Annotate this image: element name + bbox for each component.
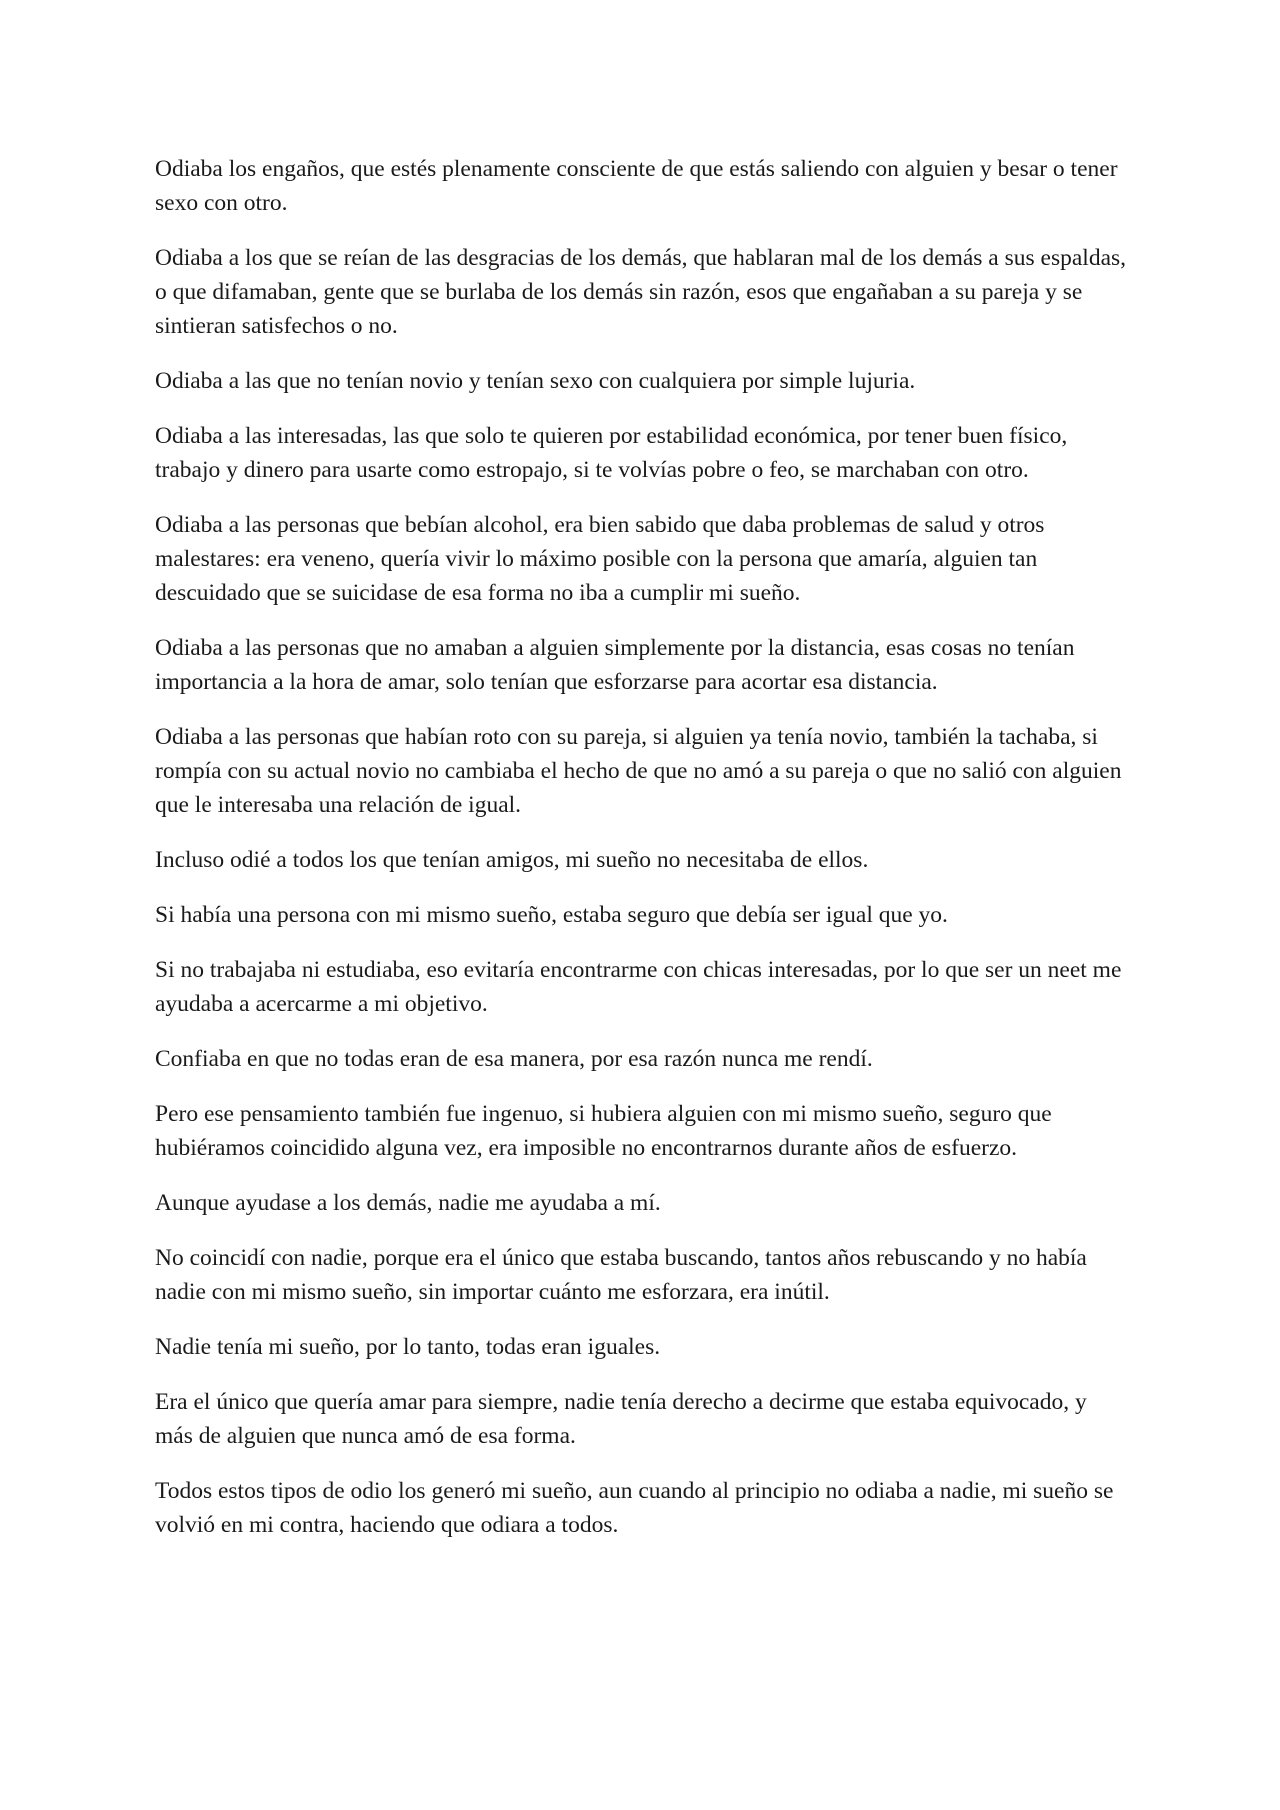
paragraph-9: Si había una persona con mi mismo sueño, estaba seguro que debía ser igual que yo.	[155, 902, 948, 928]
document-body	[155, 152, 1130, 1563]
paragraph-3: Odiaba a las que no tenían novio y tenían sexo con cualquiera por simple lujuria.	[155, 368, 916, 394]
paragraph-16: Era el único que quería amar para siempre, nadie tenía derecho a decirme que estaba equivocado, y más de alguien que nunca amó de esa forma.	[155, 1389, 1087, 1449]
paragraph-14: No coincidí con nadie, porque era el único que estaba buscando, tantos años rebuscando y no había nadie con mi mismo sueño, sin importar cuánto me esforzara, era inútil.	[155, 1245, 1087, 1305]
paragraph-13: Aunque ayudase a los demás, nadie me ayudaba a mí.	[155, 1190, 661, 1216]
paragraph-2: Odiaba a los que se reían de las desgracias de los demás, que hablaran mal de los demás a sus espaldas, o que difamaban, gente que se burlaba de los demás sin razón, esos que engañaban a su pareja y se sintieran satisfechos o no.	[155, 245, 1127, 339]
paragraph-10: Si no trabajaba ni estudiaba, eso evitaría encontrarme con chicas interesadas, por lo que ser un neet me ayudaba a acercarme a mi objetivo.	[155, 957, 1122, 1017]
paragraph-12: Pero ese pensamiento también fue ingenuo, si hubiera alguien con mi mismo sueño, seguro que hubiéramos coincidido alguna vez, era imposible no encontrarnos durante años de esfuerzo.	[155, 1101, 1052, 1161]
paragraph-1: Odiaba los engaños, que estés plenamente consciente de que estás saliendo con alguien y besar o tener sexo con otro.	[155, 156, 1118, 216]
paragraph-8: Incluso odié a todos los que tenían amigos, mi sueño no necesitaba de ellos.	[155, 847, 869, 873]
paragraph-11: Confiaba en que no todas eran de esa manera, por esa razón nunca me rendí.	[155, 1046, 873, 1072]
paragraph-6: Odiaba a las personas que no amaban a alguien simplemente por la distancia, esas cosas no tenían importancia a la hora de amar, solo tenían que esforzarse para acortar esa distancia.	[155, 635, 1075, 695]
paragraph-7: Odiaba a las personas que habían roto con su pareja, si alguien ya tenía novio, también la tachaba, si rompía con su actual novio no cambiaba el hecho de que no amó a su pareja o que no salió con alguien que le interesaba una relación de igual.	[155, 724, 1122, 818]
paragraph-5: Odiaba a las personas que bebían alcohol, era bien sabido que daba problemas de salud y otros malestares: era veneno, quería vivir lo máximo posible con la persona que amaría, alguien tan descuidado que se suicidase de esa forma no iba a cumplir mi sueño.	[155, 512, 1045, 606]
paragraph-4: Odiaba a las interesadas, las que solo te quieren por estabilidad económica, por tener buen físico, trabajo y dinero para usarte como estropajo, si te volvías pobre o feo, se marchaban con otro.	[155, 423, 1068, 483]
paragraph-15: Nadie tenía mi sueño, por lo tanto, todas eran iguales.	[155, 1334, 661, 1360]
paragraph-17: Todos estos tipos de odio los generó mi sueño, aun cuando al principio no odiaba a nadie, mi sueño se volvió en mi contra, haciendo que odiara a todos.	[155, 1478, 1114, 1538]
